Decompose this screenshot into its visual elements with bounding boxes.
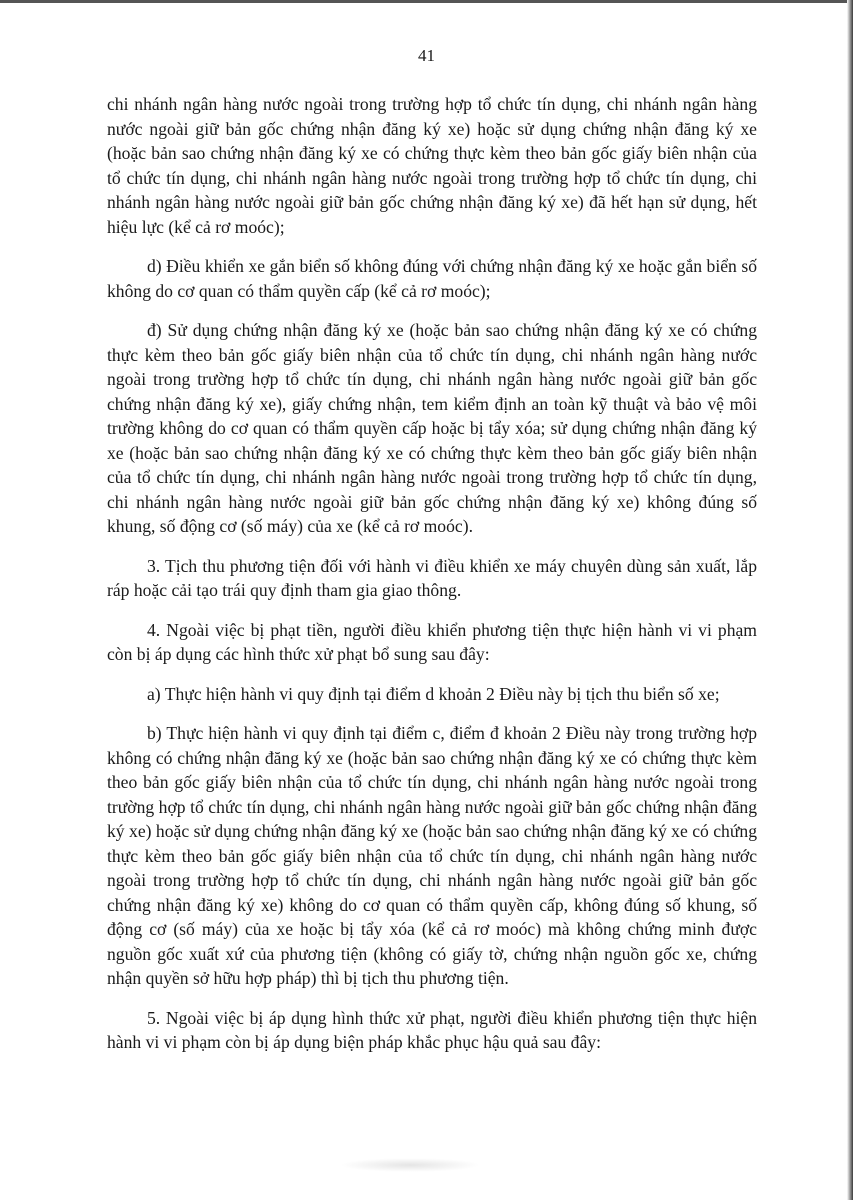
paragraph-continuation: chi nhánh ngân hàng nước ngoài trong trường hợp tổ chức tín dụng, chi nhánh ngân hàng nước ngoài giữ bản gốc chứng nhận đăng ký xe) hoặc sử dụng chứng nhận đăng ký xe (hoặc bản sao chứng nhận đăng ký xe có chứng thực kèm theo bản gốc giấy biên nhận của tổ chức tín dụng, chi nhánh ngân hàng nước ngoài trong trường hợp tổ chức tín dụng, chi nhánh ngân hàng nước ngoài giữ bản gốc chứng nhận đăng ký xe) đã hết hạn sử dụng, hết hiệu lực (kể cả rơ moóc); bbox=[107, 94, 757, 237]
page-number: 41 bbox=[418, 46, 435, 65]
paragraph-point-b: b) Thực hiện hành vi quy định tại điểm c, điểm đ khoản 2 Điều này trong trường hợp không có chứng nhận đăng ký xe (hoặc bản sao chứng nhận đăng ký xe có chứng thực kèm theo bản gốc giấy biên nhận của tổ chức tín dụng, chi nhánh ngân hàng nước ngoài trong trường hợp tổ chức tín dụng, chi nhánh ngân hàng nước ngoài giữ bản gốc chứng nhận đăng ký xe) hoặc sử dụng chứng nhận đăng ký xe (hoặc bản sao chứng nhận đăng ký xe có chứng thực kèm theo bản gốc giấy biên nhận của tổ chức tín dụng, chi nhánh ngân hàng nước ngoài trong trường hợp tổ chức tín dụng, chi nhánh ngân hàng nước ngoài giữ bản gốc chứng nhận đăng ký xe) không do cơ quan có thẩm quyền cấp, không đúng số khung, số động cơ (số máy) của xe hoặc bị tẩy xóa (kể cả rơ moóc) mà không chứng minh được nguồn gốc xuất xứ của phương tiện (không có giấy tờ, chứng nhận nguồn gốc xe, chứng nhận quyền sở hữu hợp pháp) thì bị tịch thu phương tiện. bbox=[107, 723, 757, 988]
scan-edge-top bbox=[0, 0, 853, 3]
document-body bbox=[107, 92, 757, 1070]
paragraph-clause-3: 3. Tịch thu phương tiện đối với hành vi điều khiển xe máy chuyên dùng sản xuất, lắp ráp hoặc cải tạo trái quy định tham gia giao thông. bbox=[107, 555, 757, 600]
paragraph-clause-5: 5. Ngoài việc bị áp dụng hình thức xử phạt, người điều khiển phương tiện thực hiện hành vi vi phạm còn bị áp dụng biện pháp khắc phục hậu quả sau đây: bbox=[107, 1007, 757, 1052]
paragraph-point-d: d) Điều khiển xe gắn biển số không đúng với chứng nhận đăng ký xe hoặc gắn biển số không do cơ quan có thẩm quyền cấp (kể cả rơ moóc); bbox=[107, 256, 757, 301]
paragraph-clause-4: 4. Ngoài việc bị phạt tiền, người điều khiển phương tiện thực hiện hành vi vi phạm còn bị áp dụng các hình thức xử phạt bổ sung sau đây: bbox=[107, 619, 757, 664]
scan-smudge bbox=[340, 1158, 480, 1172]
scan-edge-right bbox=[847, 0, 853, 1200]
paragraph-point-a: a) Thực hiện hành vi quy định tại điểm d khoản 2 Điều này bị tịch thu biển số xe; bbox=[147, 683, 720, 704]
paragraph-point-dd: đ) Sử dụng chứng nhận đăng ký xe (hoặc bản sao chứng nhận đăng ký xe có chứng thực kèm theo bản gốc giấy biên nhận của tổ chức tín dụng, chi nhánh ngân hàng nước ngoài trong trường hợp tổ chức tín dụng, chi nhánh ngân hàng nước ngoài giữ bản gốc chứng nhận đăng ký xe), giấy chứng nhận, tem kiểm định an toàn kỹ thuật và bảo vệ môi trường không do cơ quan có thẩm quyền cấp hoặc bị tẩy xóa; sử dụng chứng nhận đăng ký xe (hoặc bản sao chứng nhận đăng ký xe có chứng thực kèm theo bản gốc giấy biên nhận của tổ chức tín dụng, chi nhánh ngân hàng nước ngoài trong trường hợp tổ chức tín dụng, chi nhánh ngân hàng nước ngoài giữ bản gốc chứng nhận đăng ký xe) không đúng số khung, số động cơ (số máy) của xe (kể cả rơ moóc). bbox=[107, 320, 757, 536]
